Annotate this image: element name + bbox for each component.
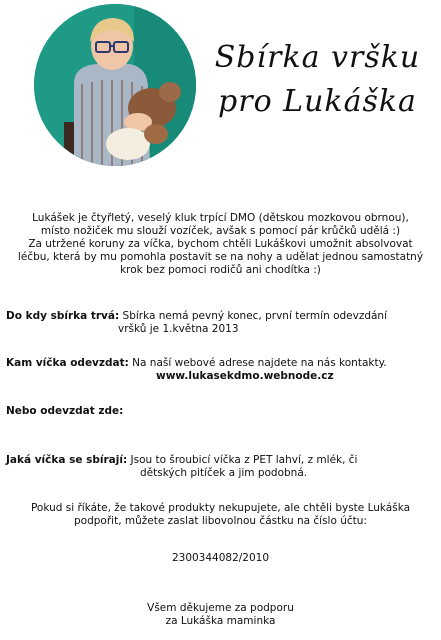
intro-line: Za utržené koruny za víčka, bychom chtěli Lukáškovi umožnit absolvovat (28, 238, 413, 250)
title-line-1: Sbírka vršku (214, 40, 421, 75)
donate-paragraph (0, 502, 441, 528)
which-label: Jaká víčka se sbírají: (6, 454, 128, 466)
child-photo-illustration (34, 4, 196, 166)
intro-line: léčbu, která by mu pomohla postavit se na nohy a udělat jednou samostatný (17, 251, 424, 263)
intro-paragraph (0, 212, 441, 277)
website-link[interactable]: www.lukasekdmo.webnode.cz (156, 370, 334, 382)
duration-text-2: vršků je 1.května 2013 (118, 323, 239, 335)
thanks-line-2: za Lukáška maminka (165, 615, 276, 627)
page-title (205, 36, 430, 124)
account-number: 2300344082/2010 (171, 552, 270, 564)
intro-line: krok bez pomoci rodičů ani chodítka :) (120, 264, 321, 276)
where-text: Na naší webové adrese najdete na nás kontakty. (128, 357, 387, 369)
where-label: Kam víčka odevzdat: (6, 357, 129, 369)
intro-line: místo nožiček mu slouží vozíček, avšak s pomocí pár krůčků udělá :) (40, 225, 401, 237)
duration-section (6, 310, 436, 336)
where-section (6, 357, 436, 383)
thanks-line-1: Všem děkujeme za podporu (147, 602, 294, 614)
duration-text: Sbírka nemá pevný konec, první termín odevzdání (119, 310, 388, 322)
intro-line: Lukášek je čtyřletý, veselý kluk trpící DMO (dětskou mozkovou obrnou), (32, 212, 409, 224)
title-line-2: pro Lukáška (218, 84, 417, 119)
which-text: Jsou to šroubicí víčka z PET lahví, z mlék, či (127, 454, 358, 466)
duration-label: Do kdy sbírka trvá: (6, 310, 120, 322)
donate-line-1: Pokud si říkáte, že takové produkty nekupujete, ale chtěli byste Lukáška (30, 502, 411, 514)
child-photo (34, 4, 196, 166)
donate-line-2: podpořit, můžete zaslat libovolnou částku na číslo účtu: (74, 515, 367, 527)
thanks-paragraph (0, 602, 441, 628)
which-section (6, 454, 436, 480)
which-text-2: dětských pitíček a jim podobná. (140, 467, 308, 479)
alt-where-label: Nebo odevzdat zde: (6, 405, 124, 417)
